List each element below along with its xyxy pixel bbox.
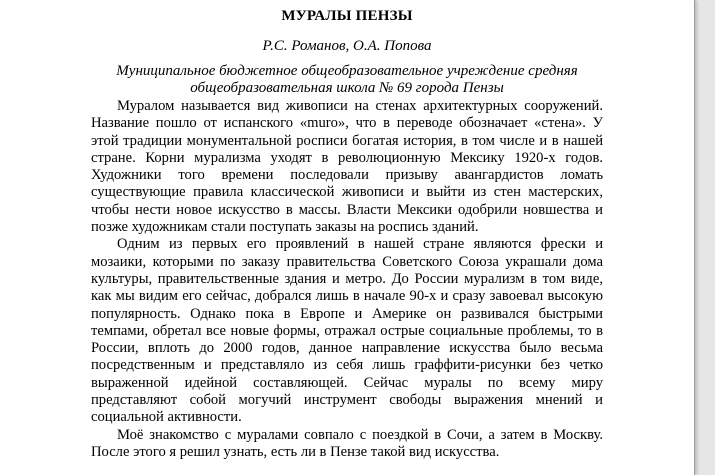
article-title: МУРАЛЫ ПЕНЗЫ (281, 8, 413, 24)
body-paragraph: Муралом называется вид живописи на стенах архитектурных сооружений. Название пошло от испанского «muro», что в переводе обозначает «стена». У этой традиции монументальной росписи богатая история, в том числе и в нашей стране. Корни мурализма уходят в революционную Мексику 1920-х годов. Художники того времени последовали призыву авангардистов ломать существующие правила классической живописи и выйти из стен мастерских, чтобы нести новое искусство в массы. Власти Мексики одобрили новшества и позже художникам стали поступать заказы на роспись зданий. (91, 98, 603, 236)
body-paragraph: Моё знакомство с муралами совпало с поездкой в Сочи, а затем в Москву. После этого я решил узнать, есть ли в Пензе такой вид искусства. (91, 426, 603, 460)
article-body (91, 98, 603, 461)
body-paragraph: Одним из первых его проявлений в нашей стране являются фрески и мозаики, которыми по заказу правительства Советского Союза украшали дома культуры, правительственные здания и метро. До России мурализм в том виде, как мы видим его сейчас, добрался лишь в начале 90-х и сразу завоевал высокую популярность. Однако пока в Европе и Америке он развивался быстрыми темпами, обретал все новые формы, отражал острые социальные проблемы, то в России, вплоть до 2000 годов, данное направление искусства было весьма посредственным и представляло из себя лишь граффити-рисунки без четко выраженной идейной составляющей. Сейчас муралы по всему миру представляют собой могучий инструмент свободы выражения мнений и социальной активности. (91, 236, 603, 426)
article-affiliation: Муниципальное бюджетное общеобразовательное учреждение средняя общеобразовательная школа № 69 города Пензы (116, 63, 578, 96)
article-authors: Р.С. Романов, О.А. Попова (262, 38, 432, 54)
